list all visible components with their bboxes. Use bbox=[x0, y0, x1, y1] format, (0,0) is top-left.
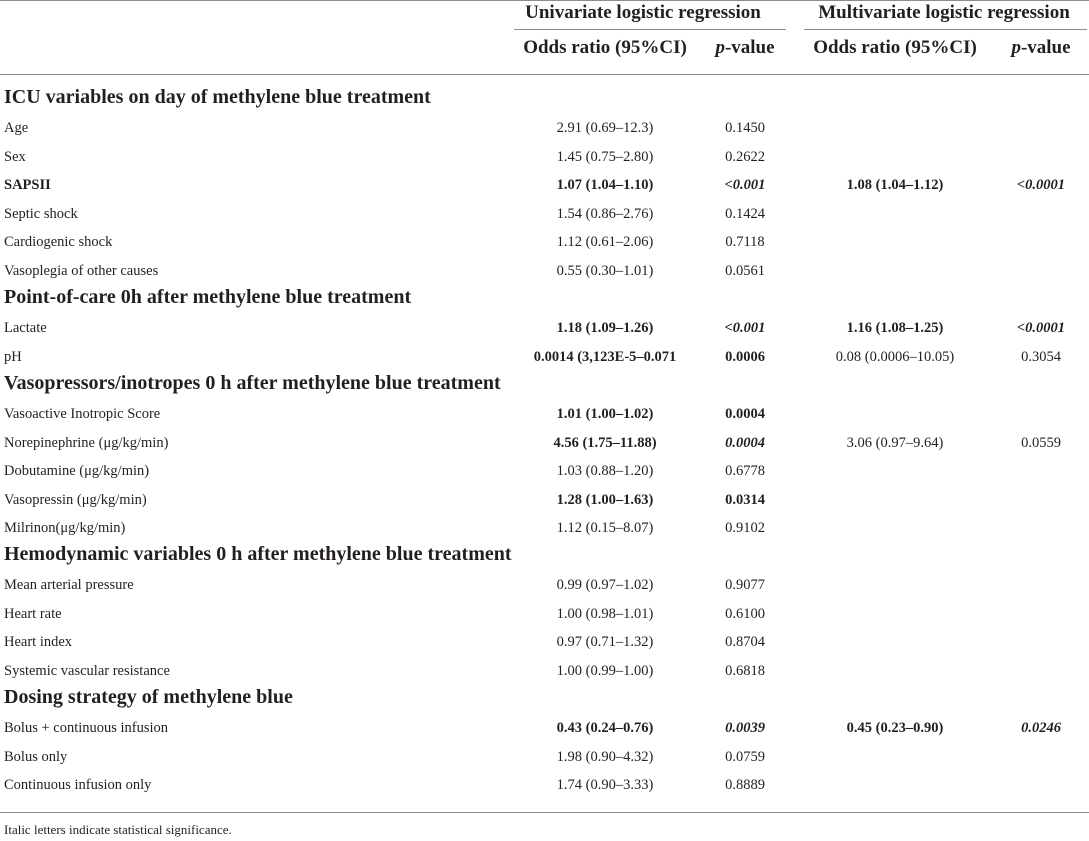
table-row bbox=[0, 314, 1089, 342]
uni-p-value: 0.8704 bbox=[725, 634, 765, 650]
row-label: Systemic vascular resistance bbox=[4, 662, 170, 679]
uni-p-value: 0.0039 bbox=[725, 720, 765, 736]
uni-odds-ratio: 1.18 (1.09–1.26) bbox=[556, 320, 654, 336]
table-footnote: Italic letters indicate statistical significance. bbox=[4, 822, 232, 837]
uni-p-value: 0.6778 bbox=[725, 463, 765, 479]
uni-odds-ratio: 1.54 (0.86–2.76) bbox=[556, 205, 654, 222]
uni-odds-ratio: 0.99 (0.97–1.02) bbox=[556, 577, 654, 593]
row-label: Heart rate bbox=[4, 605, 62, 622]
bottom-rule bbox=[0, 812, 1089, 813]
table-row bbox=[0, 771, 1089, 799]
multi-odds-ratio-header: Odds ratio (95%CI) bbox=[813, 37, 977, 58]
group-heading: Dosing strategy of methylene blue bbox=[4, 686, 293, 708]
multi-odds-ratio: 1.16 (1.08–1.25) bbox=[846, 320, 944, 336]
uni-p-value: 0.2622 bbox=[725, 148, 765, 165]
table-row bbox=[0, 257, 1089, 285]
row-label: Vasoplegia of other causes bbox=[4, 262, 159, 279]
table-row bbox=[0, 114, 1089, 142]
uni-odds-ratio: 4.56 (1.75–11.88) bbox=[553, 434, 657, 451]
table-row bbox=[0, 457, 1089, 485]
row-label: Vasoactive Inotropic Score bbox=[4, 406, 161, 422]
uni-odds-ratio: 1.74 (0.90–3.33) bbox=[556, 777, 654, 793]
group-heading: ICU variables on day of methylene blue treatment bbox=[4, 86, 431, 108]
uni-odds-ratio: 2.91 (0.69–12.3) bbox=[556, 120, 654, 136]
multi-p-value: 0.0246 bbox=[1021, 720, 1061, 736]
multi-odds-ratio: 3.06 (0.97–9.64) bbox=[846, 434, 944, 451]
multi-p-value: 0.3054 bbox=[1021, 348, 1061, 365]
uni-p-value: 0.1424 bbox=[725, 205, 765, 222]
uni-odds-ratio: 1.28 (1.00–1.63) bbox=[556, 491, 654, 508]
row-label: Dobutamine (μg/kg/min) bbox=[4, 463, 150, 479]
table-row bbox=[0, 714, 1089, 742]
table-row bbox=[0, 171, 1089, 199]
p-italic: p bbox=[715, 37, 725, 58]
p-suffix: -value bbox=[1020, 37, 1071, 58]
uni-p-value: 0.0561 bbox=[725, 262, 765, 279]
uni-odds-ratio: 0.0014 (3,123E-5–0.071 bbox=[533, 348, 677, 365]
uni-p-value: 0.6818 bbox=[725, 662, 765, 679]
uni-p-value: <0.001 bbox=[724, 320, 766, 336]
table-row bbox=[0, 486, 1089, 514]
uni-odds-ratio: 1.12 (0.61–2.06) bbox=[556, 234, 654, 250]
row-label: Age bbox=[4, 120, 29, 136]
multi-odds-ratio: 1.08 (1.04–1.12) bbox=[846, 177, 944, 193]
uni-odds-ratio: 0.55 (0.30–1.01) bbox=[556, 262, 654, 279]
uni-p-value: 0.0004 bbox=[725, 434, 765, 451]
uni-p-value: 0.8889 bbox=[725, 777, 765, 793]
table-row bbox=[0, 400, 1089, 428]
uni-odds-ratio: 1.00 (0.99–1.00) bbox=[556, 662, 654, 679]
uni-odds-ratio: 1.12 (0.15–8.07) bbox=[556, 520, 654, 536]
uni-p-value: 0.1450 bbox=[725, 120, 765, 136]
uni-odds-ratio: 1.07 (1.04–1.10) bbox=[556, 177, 654, 193]
multi-p-value: 0.0559 bbox=[1021, 434, 1061, 451]
uni-p-value: 0.6100 bbox=[725, 605, 765, 622]
row-label: pH bbox=[4, 348, 22, 365]
group-heading: Point-of-care 0h after methylene blue treatment bbox=[4, 286, 412, 308]
group-heading: Hemodynamic variables 0 h after methylene blue treatment bbox=[4, 543, 512, 565]
row-label: Bolus only bbox=[4, 748, 68, 765]
row-label: Lactate bbox=[4, 320, 47, 336]
uni-odds-ratio: 1.98 (0.90–4.32) bbox=[556, 748, 654, 765]
uni-p-value: 0.0006 bbox=[725, 348, 765, 365]
row-label: SAPSII bbox=[4, 177, 51, 193]
multi-p-value: <0.0001 bbox=[1016, 177, 1066, 193]
uni-odds-ratio: 1.45 (0.75–2.80) bbox=[556, 148, 654, 165]
table-row bbox=[0, 657, 1089, 685]
table-row bbox=[0, 571, 1089, 599]
uni-p-value: 0.0004 bbox=[725, 406, 765, 422]
table-row bbox=[0, 343, 1089, 371]
multi-odds-ratio: 0.45 (0.23–0.90) bbox=[846, 720, 944, 736]
row-label: Mean arterial pressure bbox=[4, 577, 134, 593]
uni-odds-ratio: 0.97 (0.71–1.32) bbox=[556, 634, 654, 650]
row-label: Milrinon(μg/kg/min) bbox=[4, 520, 126, 536]
uni-p-value: 0.9102 bbox=[725, 520, 765, 536]
row-label: Septic shock bbox=[4, 205, 78, 222]
p-italic: p bbox=[1011, 37, 1021, 58]
group-heading: Vasopressors/inotropes 0 h after methylene blue treatment bbox=[4, 372, 501, 394]
row-label: Continuous infusion only bbox=[4, 777, 152, 793]
table-row bbox=[0, 743, 1089, 771]
table-row bbox=[0, 514, 1089, 542]
uni-odds-ratio: 0.43 (0.24–0.76) bbox=[556, 720, 654, 736]
multi-p-value: <0.0001 bbox=[1016, 320, 1066, 336]
uni-p-value: 0.0759 bbox=[725, 748, 765, 765]
uni-p-value: 0.0314 bbox=[725, 491, 765, 508]
table-row bbox=[0, 228, 1089, 256]
univariate-header: Univariate logistic regression bbox=[525, 2, 761, 23]
uni-odds-ratio: 1.03 (0.88–1.20) bbox=[556, 463, 654, 479]
p-suffix: -value bbox=[724, 37, 775, 58]
table-row bbox=[0, 200, 1089, 228]
row-label: Vasopressin (μg/kg/min) bbox=[4, 491, 147, 508]
uni-p-value: 0.7118 bbox=[725, 234, 765, 250]
row-label: Norepinephrine (μg/kg/min) bbox=[4, 434, 169, 451]
row-label: Sex bbox=[4, 148, 26, 165]
table-row bbox=[0, 143, 1089, 171]
table-row bbox=[0, 628, 1089, 656]
uni-odds-ratio: 1.00 (0.98–1.01) bbox=[556, 605, 654, 622]
multivariate-header: Multivariate logistic regression bbox=[818, 2, 1070, 23]
uni-odds-ratio: 1.01 (1.00–1.02) bbox=[556, 406, 654, 422]
table-row bbox=[0, 429, 1089, 457]
row-label: Heart index bbox=[4, 634, 73, 650]
row-label: Cardiogenic shock bbox=[4, 234, 113, 250]
table-row bbox=[0, 600, 1089, 628]
uni-odds-ratio-header: Odds ratio (95%CI) bbox=[523, 37, 687, 58]
uni-p-value: <0.001 bbox=[724, 177, 766, 193]
row-label: Bolus + continuous infusion bbox=[4, 720, 169, 736]
multi-odds-ratio: 0.08 (0.0006–10.05) bbox=[835, 348, 955, 365]
uni-p-value: 0.9077 bbox=[725, 577, 765, 593]
